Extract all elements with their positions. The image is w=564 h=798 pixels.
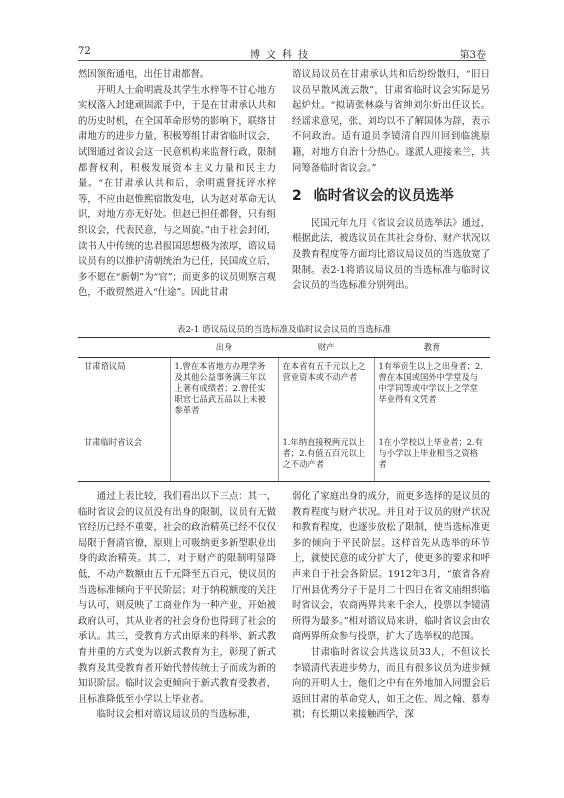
section-heading <box>292 189 490 205</box>
volume-label: 第3卷 <box>459 50 486 61</box>
paragraph: 弱化了家庭出身的成分，而更多选择的是议员的教育程度与财产状况。并且对于议员的财产状况和教育程度，也逐步放松了限制，使当选标准更多的倾向于平民阶层。这样首先从选举的环节上，就使民意的成分扩大了，使更多的要求和呼声来自于社会各阶层。1912年3月，“旅省各府厅州县优秀分子于是月二十四日在省文庙组织临时省议会，农商两界共来千余人，投票以李镜清所得为最多。”相对谘议局来讲，临时省议会由农商两界所众参与投票，扩大了选举权的范围。 <box>292 491 490 643</box>
section-title: 临时省议会的议员选举 <box>313 188 454 205</box>
table-row <box>78 419 490 481</box>
table-cell-name: 甘肃临时省议会 <box>78 419 170 481</box>
paragraph: 甘肃临时省议会共选议员33人，不但议长李镜清代表进步势力，而且有很多议员为进步倾向的开明人士，他们之中有在外地加入同盟会后返回甘肃的革命党人，如王之佐、周之翰、慕寿祺；有长期以来接触西学，深 <box>292 646 490 721</box>
paragraph: 临时议会相对谘议局议员的当选标准， <box>96 709 257 721</box>
right-column-top <box>292 67 490 294</box>
table-cell-education: 1在小学校以上毕业者；2.有与小学以上毕业相当之资格者 <box>374 419 490 481</box>
left-column-top <box>78 67 276 301</box>
table-header-cell <box>78 338 170 358</box>
section-number: 2 <box>292 188 302 205</box>
right-column-bottom <box>292 489 490 723</box>
table-header-cell: 教育 <box>374 338 490 358</box>
table-cell-birth: 1.曾在本省地方办理学务及其他公益事务满三年以上著有成绩者；2.曾任实职官七品武五品以上未被参革者 <box>170 358 278 420</box>
table-cell-education: 1有举贡生以上之出身者；2.曾在本国或国外中学堂及与中学同等或中学以上之学堂毕业得有文凭者 <box>378 361 483 404</box>
journal-name: 博文科技 <box>250 50 314 61</box>
table-cell-name: 甘肃谘议局 <box>84 361 126 371</box>
table-cell-property: 在本省有五千元以上之营业资本或不动产者 <box>278 358 374 420</box>
table-cell-birth <box>170 419 278 481</box>
table-header-cell: 出身 <box>170 338 278 358</box>
table-cell-property: 1.年纳直接税两元以上者；2.有值五百元以上之不动产者 <box>278 419 374 481</box>
paragraph: 开明人士俞明震及其学生水梓等不甘心地方实权落入封建顽固派手中，于是在甘肃承认共和的历史时机，在全国革命形势的影响下，联络甘肃地方的进步力量，积极筹组甘肃省临时议会，试图通过省议会这一民意机构来监督行政，限制都督权利，积极发展资本主义力量和民主力量。“在甘肃承认共和后，余明震督抚评水梓等，不应由赵惟熙宿散发电，认为赵对革命无认识，对地方亦无好处。但赵已担任都督，只有组织议会，代表民意，与之周旋。”由于社会封闭，读书人中传统的忠君报国思想极为浓厚，谘议局议员有的以推护清朝统治为已任，民国成立后，多不愿在“新朝”为“官”；而更多的议员则察言观色，不敢贸然进入“仕途”。因此甘肃 <box>78 84 276 299</box>
page-number: 72 <box>78 46 91 57</box>
table-header-row <box>78 338 490 358</box>
paragraph: 然因领衔通电，出任甘肃都督。 <box>78 69 210 80</box>
paragraph: 通过上表比较，我们看出以下三点：其一，临时省议会的议员没有出身的限制，议员有无做官经历已经不重要，社会的政治精英已经不仅仅局限于督清官僚，原则上可吸纳更多新型职业出身的政治精英。其二，对于财产的限制明显降低，不动产数额由五千元降至五百元，使议员的当选标准倾向于平民阶层；对于纳税额度的关注与认可，则反映了工商业作为一种产业，开始被政府认可，其从业者的社会身份也得到了社会的承认。其三，受教育方式由原来的科举、新式教育并重的方式变为以新式教育为主，彰现了新式教育及其受教育者开始代替传统士子而成为新的知识阶层。临时议会更倾向于新式教育受教者，且标准降低至小学以上毕业者。 <box>78 491 276 705</box>
table-header-cell: 财产 <box>278 338 374 358</box>
standards-table <box>78 337 490 482</box>
table-caption: 表2-1 谘议局议员的当选标准及临时议会议员的当选标准 <box>176 325 392 335</box>
left-column-bottom <box>78 489 276 723</box>
paragraph: 谘议局议员在甘肃承认共和后纷纷散归，“旧日议员早散风流云散”，甘肃省临时议会实际是另起炉灶。“拟请张林焱与省绅刘尔炘出任议长。经谣求意见，张、刘均以不了解国体为辞，表示不问政治。适有道员李镜清自四川回到临洮原籍，对地方自治十分热心。遂派人迎接来兰，共同筹备临时省议会。” <box>292 69 490 174</box>
running-header <box>78 44 486 61</box>
paragraph: 民国元年九月《省议会议员选举法》通过，根据此法，被选议员在其社会身份、财产状况以及教育程度等方面均比谘议局议员的当选放宽了限制。表2-1将谘议局议员的当选标准与临时议会议员的当选标准分别列出。 <box>292 217 490 292</box>
table-row <box>78 358 490 420</box>
